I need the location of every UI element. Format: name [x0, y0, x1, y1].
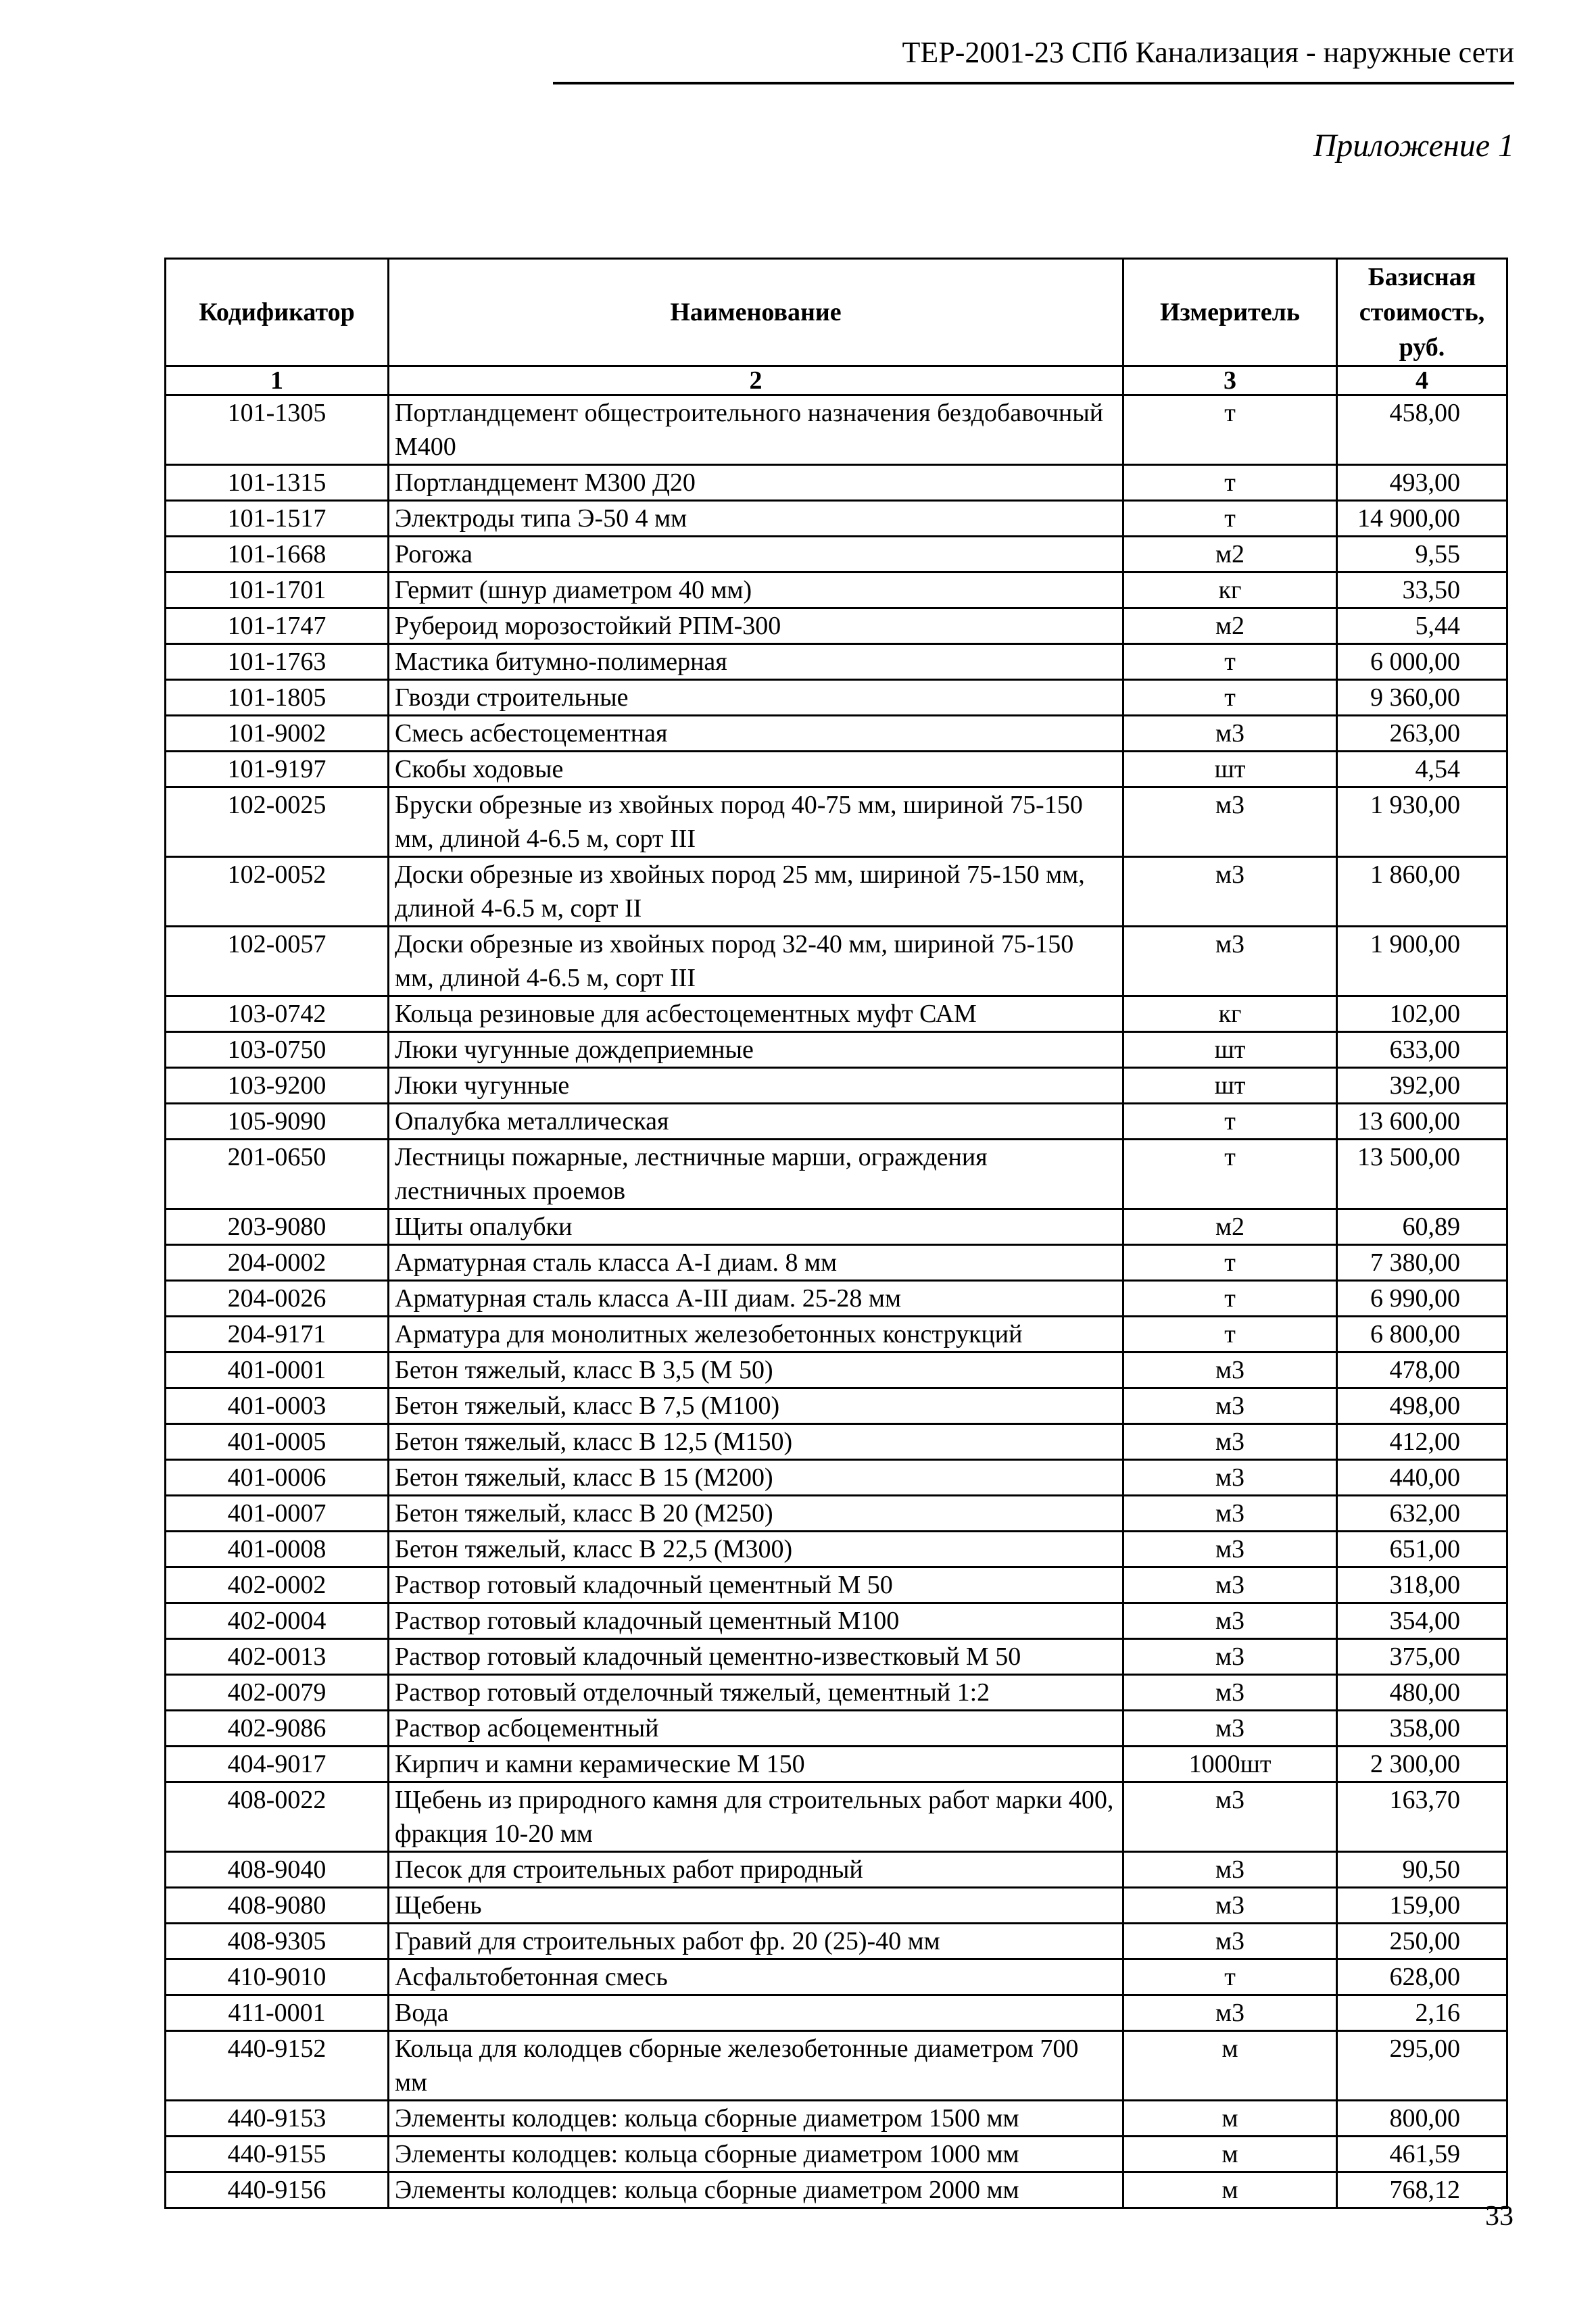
- code-cell: 404-9017: [166, 1747, 389, 1782]
- code-cell: 203-9080: [166, 1209, 389, 1245]
- code-cell: 101-1763: [166, 644, 389, 680]
- code-cell: 103-0742: [166, 996, 389, 1032]
- code-cell: 408-0022: [166, 1782, 389, 1852]
- name-cell: Бетон тяжелый, класс В 20 (М250): [389, 1496, 1123, 1532]
- price-cell: 1 900,00: [1337, 927, 1507, 996]
- name-cell: Люки чугунные дождеприемные: [389, 1032, 1123, 1068]
- unit-cell: м3: [1123, 1675, 1337, 1711]
- table-row: [166, 857, 1507, 927]
- code-cell: 411-0001: [166, 1995, 389, 2031]
- name-cell: Портландцемент М300 Д20: [389, 465, 1123, 501]
- price-cell: 800,00: [1337, 2101, 1507, 2137]
- code-cell: 410-9010: [166, 1959, 389, 1995]
- price-cell: 4,54: [1337, 752, 1507, 787]
- code-cell: 103-0750: [166, 1032, 389, 1068]
- name-cell: Кольца резиновые для асбестоцементных муфт САМ: [389, 996, 1123, 1032]
- price-cell: 412,00: [1337, 1424, 1507, 1460]
- unit-cell: м3: [1123, 787, 1337, 857]
- code-cell: 408-9040: [166, 1852, 389, 1888]
- unit-cell: м3: [1123, 1353, 1337, 1388]
- table-row: [166, 1209, 1507, 1245]
- table-row: [166, 752, 1507, 787]
- unit-cell: м: [1123, 2031, 1337, 2101]
- unit-cell: м3: [1123, 1460, 1337, 1496]
- price-cell: 375,00: [1337, 1639, 1507, 1675]
- table-row: [166, 1317, 1507, 1353]
- column-number-row: [166, 366, 1507, 395]
- price-cell: 13 500,00: [1337, 1140, 1507, 1209]
- name-cell: Рогожа: [389, 537, 1123, 572]
- table-row: [166, 1068, 1507, 1104]
- table-row: [166, 1711, 1507, 1747]
- name-cell: Рубероид морозостойкий РПМ-300: [389, 608, 1123, 644]
- name-cell: Люки чугунные: [389, 1068, 1123, 1104]
- code-cell: 401-0001: [166, 1353, 389, 1388]
- name-cell: Раствор готовый кладочный цементно-известковый М 50: [389, 1639, 1123, 1675]
- name-cell: Вода: [389, 1995, 1123, 2031]
- price-cell: 440,00: [1337, 1460, 1507, 1496]
- name-cell: Электроды типа Э-50 4 мм: [389, 501, 1123, 537]
- code-cell: 101-1315: [166, 465, 389, 501]
- table-row: [166, 1852, 1507, 1888]
- unit-cell: м3: [1123, 1496, 1337, 1532]
- price-cell: 318,00: [1337, 1567, 1507, 1603]
- table-row: [166, 1281, 1507, 1317]
- name-cell: Портландцемент общестроительного назначения бездобавочный М400: [389, 395, 1123, 465]
- table-row: [166, 1888, 1507, 1924]
- name-cell: Арматура для монолитных железобетонных конструкций: [389, 1317, 1123, 1353]
- code-cell: 102-0052: [166, 857, 389, 927]
- code-cell: 204-9171: [166, 1317, 389, 1353]
- price-cell: 13 600,00: [1337, 1104, 1507, 1140]
- price-cell: 458,00: [1337, 395, 1507, 465]
- price-cell: 633,00: [1337, 1032, 1507, 1068]
- table-row: [166, 1140, 1507, 1209]
- name-cell: Бруски обрезные из хвойных пород 40-75 мм, шириной 75-150 мм, длиной 4-6.5 м, сорт III: [389, 787, 1123, 857]
- unit-cell: кг: [1123, 572, 1337, 608]
- table-row: [166, 1532, 1507, 1567]
- table-row: [166, 2031, 1507, 2101]
- table-row: [166, 1104, 1507, 1140]
- name-cell: Элементы колодцев: кольца сборные диаметром 1000 мм: [389, 2137, 1123, 2172]
- price-cell: 498,00: [1337, 1388, 1507, 1424]
- table-header-row: [166, 259, 1507, 366]
- table-row: [166, 608, 1507, 644]
- unit-cell: т: [1123, 1104, 1337, 1140]
- price-cell: 2,16: [1337, 1995, 1507, 2031]
- column-number: 1: [166, 366, 389, 395]
- unit-cell: т: [1123, 501, 1337, 537]
- price-cell: 6 000,00: [1337, 644, 1507, 680]
- header-rule: [553, 82, 1514, 84]
- price-cell: 358,00: [1337, 1711, 1507, 1747]
- price-cell: 632,00: [1337, 1496, 1507, 1532]
- table-row: [166, 1496, 1507, 1532]
- table-row: [166, 1388, 1507, 1424]
- name-cell: Гравий для строительных работ фр. 20 (25)-40 мм: [389, 1924, 1123, 1959]
- unit-cell: м3: [1123, 1782, 1337, 1852]
- name-cell: Раствор готовый кладочный цементный М100: [389, 1603, 1123, 1639]
- unit-cell: т: [1123, 395, 1337, 465]
- name-cell: Раствор асбоцементный: [389, 1711, 1123, 1747]
- code-cell: 440-9156: [166, 2172, 389, 2208]
- code-cell: 105-9090: [166, 1104, 389, 1140]
- price-cell: 768,12: [1337, 2172, 1507, 2208]
- unit-cell: т: [1123, 465, 1337, 501]
- code-cell: 402-0002: [166, 1567, 389, 1603]
- code-cell: 401-0005: [166, 1424, 389, 1460]
- price-cell: 461,59: [1337, 2137, 1507, 2172]
- column-number: 4: [1337, 366, 1507, 395]
- unit-cell: м3: [1123, 1711, 1337, 1747]
- price-cell: 33,50: [1337, 572, 1507, 608]
- page-number: 33: [1485, 2201, 1514, 2232]
- unit-cell: м3: [1123, 1532, 1337, 1567]
- table-row: [166, 1675, 1507, 1711]
- unit-cell: т: [1123, 644, 1337, 680]
- code-cell: 440-9152: [166, 2031, 389, 2101]
- code-cell: 402-0013: [166, 1639, 389, 1675]
- unit-cell: кг: [1123, 996, 1337, 1032]
- table-row: [166, 2137, 1507, 2172]
- unit-cell: м3: [1123, 857, 1337, 927]
- code-cell: 408-9305: [166, 1924, 389, 1959]
- name-cell: Щиты опалубки: [389, 1209, 1123, 1245]
- price-cell: 480,00: [1337, 1675, 1507, 1711]
- name-cell: Элементы колодцев: кольца сборные диаметром 2000 мм: [389, 2172, 1123, 2208]
- unit-cell: м: [1123, 2101, 1337, 2137]
- price-cell: 14 900,00: [1337, 501, 1507, 537]
- table-row: [166, 501, 1507, 537]
- unit-cell: м3: [1123, 927, 1337, 996]
- name-cell: Бетон тяжелый, класс В 12,5 (М150): [389, 1424, 1123, 1460]
- code-cell: 101-1805: [166, 680, 389, 716]
- table-row: [166, 680, 1507, 716]
- code-cell: 401-0008: [166, 1532, 389, 1567]
- unit-cell: м3: [1123, 1567, 1337, 1603]
- name-cell: Элементы колодцев: кольца сборные диаметром 1500 мм: [389, 2101, 1123, 2137]
- unit-cell: м3: [1123, 1424, 1337, 1460]
- name-cell: Кольца для колодцев сборные железобетонные диаметром 700 мм: [389, 2031, 1123, 2101]
- name-cell: Смесь асбестоцементная: [389, 716, 1123, 752]
- table-row: [166, 1353, 1507, 1388]
- price-cell: 9 360,00: [1337, 680, 1507, 716]
- name-cell: Бетон тяжелый, класс В 22,5 (М300): [389, 1532, 1123, 1567]
- price-cell: 250,00: [1337, 1924, 1507, 1959]
- name-cell: Мастика битумно-полимерная: [389, 644, 1123, 680]
- table-row: [166, 1959, 1507, 1995]
- table-row: [166, 572, 1507, 608]
- name-cell: Арматурная сталь класса А-III диам. 25-28 мм: [389, 1281, 1123, 1317]
- price-cell: 392,00: [1337, 1068, 1507, 1104]
- price-cell: 6 800,00: [1337, 1317, 1507, 1353]
- name-cell: Доски обрезные из хвойных пород 32-40 мм, шириной 75-150 мм, длиной 4-6.5 м, сорт III: [389, 927, 1123, 996]
- name-cell: Доски обрезные из хвойных пород 25 мм, шириной 75-150 мм, длиной 4-6.5 м, сорт II: [389, 857, 1123, 927]
- price-cell: 6 990,00: [1337, 1281, 1507, 1317]
- unit-cell: 1000шт: [1123, 1747, 1337, 1782]
- name-cell: Бетон тяжелый, класс В 3,5 (М 50): [389, 1353, 1123, 1388]
- table-row: [166, 537, 1507, 572]
- name-cell: Раствор готовый отделочный тяжелый, цементный 1:2: [389, 1675, 1123, 1711]
- price-cell: 1 860,00: [1337, 857, 1507, 927]
- column-header-name: Наименование: [389, 259, 1123, 366]
- name-cell: Скобы ходовые: [389, 752, 1123, 787]
- price-cell: 9,55: [1337, 537, 1507, 572]
- name-cell: Бетон тяжелый, класс В 15 (М200): [389, 1460, 1123, 1496]
- appendix-label: Приложение 1: [1313, 128, 1514, 164]
- price-cell: 5,44: [1337, 608, 1507, 644]
- table-row: [166, 1747, 1507, 1782]
- name-cell: Арматурная сталь класса А-I диам. 8 мм: [389, 1245, 1123, 1281]
- table-row: [166, 2172, 1507, 2208]
- unit-cell: м3: [1123, 1603, 1337, 1639]
- code-cell: 440-9153: [166, 2101, 389, 2137]
- table-row: [166, 465, 1507, 501]
- price-cell: 478,00: [1337, 1353, 1507, 1388]
- unit-cell: шт: [1123, 1032, 1337, 1068]
- document-header-title: ТЕР-2001-23 СПб Канализация - наружные сети: [902, 36, 1514, 69]
- price-cell: 354,00: [1337, 1603, 1507, 1639]
- price-cell: 493,00: [1337, 465, 1507, 501]
- unit-cell: т: [1123, 1317, 1337, 1353]
- code-cell: 101-9002: [166, 716, 389, 752]
- name-cell: Щебень: [389, 1888, 1123, 1924]
- table-row: [166, 996, 1507, 1032]
- unit-cell: шт: [1123, 1068, 1337, 1104]
- unit-cell: м3: [1123, 1924, 1337, 1959]
- table-row: [166, 716, 1507, 752]
- price-cell: 628,00: [1337, 1959, 1507, 1995]
- unit-cell: т: [1123, 1959, 1337, 1995]
- unit-cell: м2: [1123, 537, 1337, 572]
- unit-cell: шт: [1123, 752, 1337, 787]
- unit-cell: т: [1123, 1281, 1337, 1317]
- code-cell: 204-0026: [166, 1281, 389, 1317]
- unit-cell: т: [1123, 680, 1337, 716]
- price-cell: 2 300,00: [1337, 1747, 1507, 1782]
- code-cell: 101-9197: [166, 752, 389, 787]
- price-cell: 651,00: [1337, 1532, 1507, 1567]
- table-row: [166, 1032, 1507, 1068]
- price-cell: 102,00: [1337, 996, 1507, 1032]
- table-row: [166, 1639, 1507, 1675]
- table-body: [166, 395, 1507, 2208]
- name-cell: Асфальтобетонная смесь: [389, 1959, 1123, 1995]
- unit-cell: м3: [1123, 1995, 1337, 2031]
- code-cell: 103-9200: [166, 1068, 389, 1104]
- code-cell: 101-1747: [166, 608, 389, 644]
- unit-cell: м3: [1123, 1888, 1337, 1924]
- name-cell: Гермит (шнур диаметром 40 мм): [389, 572, 1123, 608]
- table-row: [166, 1424, 1507, 1460]
- unit-cell: м: [1123, 2172, 1337, 2208]
- table-row: [166, 644, 1507, 680]
- code-cell: 440-9155: [166, 2137, 389, 2172]
- column-number: 2: [389, 366, 1123, 395]
- column-number: 3: [1123, 366, 1337, 395]
- code-cell: 102-0057: [166, 927, 389, 996]
- code-cell: 101-1701: [166, 572, 389, 608]
- code-cell: 101-1305: [166, 395, 389, 465]
- column-header-code: Кодификатор: [166, 259, 389, 366]
- unit-cell: м3: [1123, 1639, 1337, 1675]
- code-cell: 402-0004: [166, 1603, 389, 1639]
- table-row: [166, 1567, 1507, 1603]
- price-cell: 295,00: [1337, 2031, 1507, 2101]
- code-cell: 401-0007: [166, 1496, 389, 1532]
- table-row: [166, 787, 1507, 857]
- code-cell: 101-1517: [166, 501, 389, 537]
- code-cell: 101-1668: [166, 537, 389, 572]
- name-cell: Кирпич и камни керамические М 150: [389, 1747, 1123, 1782]
- unit-cell: м2: [1123, 608, 1337, 644]
- price-cell: 90,50: [1337, 1852, 1507, 1888]
- table-row: [166, 1924, 1507, 1959]
- code-cell: 401-0003: [166, 1388, 389, 1424]
- table-row: [166, 1460, 1507, 1496]
- table-row: [166, 927, 1507, 996]
- unit-cell: м3: [1123, 1852, 1337, 1888]
- code-cell: 402-9086: [166, 1711, 389, 1747]
- table-row: [166, 395, 1507, 465]
- code-cell: 401-0006: [166, 1460, 389, 1496]
- unit-cell: м3: [1123, 1388, 1337, 1424]
- table-row: [166, 1603, 1507, 1639]
- unit-cell: м: [1123, 2137, 1337, 2172]
- name-cell: Щебень из природного камня для строительных работ марки 400, фракция 10-20 мм: [389, 1782, 1123, 1852]
- code-cell: 408-9080: [166, 1888, 389, 1924]
- unit-cell: м3: [1123, 716, 1337, 752]
- price-cell: 7 380,00: [1337, 1245, 1507, 1281]
- unit-cell: м2: [1123, 1209, 1337, 1245]
- price-cell: 263,00: [1337, 716, 1507, 752]
- unit-cell: т: [1123, 1140, 1337, 1209]
- price-cell: 60,89: [1337, 1209, 1507, 1245]
- table-row: [166, 1245, 1507, 1281]
- unit-cell: т: [1123, 1245, 1337, 1281]
- code-cell: 204-0002: [166, 1245, 389, 1281]
- name-cell: Лестницы пожарные, лестничные марши, ограждения лестничных проемов: [389, 1140, 1123, 1209]
- table-row: [166, 2101, 1507, 2137]
- table-row: [166, 1995, 1507, 2031]
- table-row: [166, 1782, 1507, 1852]
- code-cell: 102-0025: [166, 787, 389, 857]
- column-header-unit: Измеритель: [1123, 259, 1337, 366]
- price-cell: 159,00: [1337, 1888, 1507, 1924]
- name-cell: Опалубка металлическая: [389, 1104, 1123, 1140]
- name-cell: Раствор готовый кладочный цементный М 50: [389, 1567, 1123, 1603]
- name-cell: Песок для строительных работ природный: [389, 1852, 1123, 1888]
- code-cell: 201-0650: [166, 1140, 389, 1209]
- price-cell: 163,70: [1337, 1782, 1507, 1852]
- name-cell: Бетон тяжелый, класс В 7,5 (М100): [389, 1388, 1123, 1424]
- code-cell: 402-0079: [166, 1675, 389, 1711]
- price-cell: 1 930,00: [1337, 787, 1507, 857]
- name-cell: Гвозди строительные: [389, 680, 1123, 716]
- column-header-price: Базисная стоимость, руб.: [1337, 259, 1507, 366]
- price-table: [164, 258, 1508, 2209]
